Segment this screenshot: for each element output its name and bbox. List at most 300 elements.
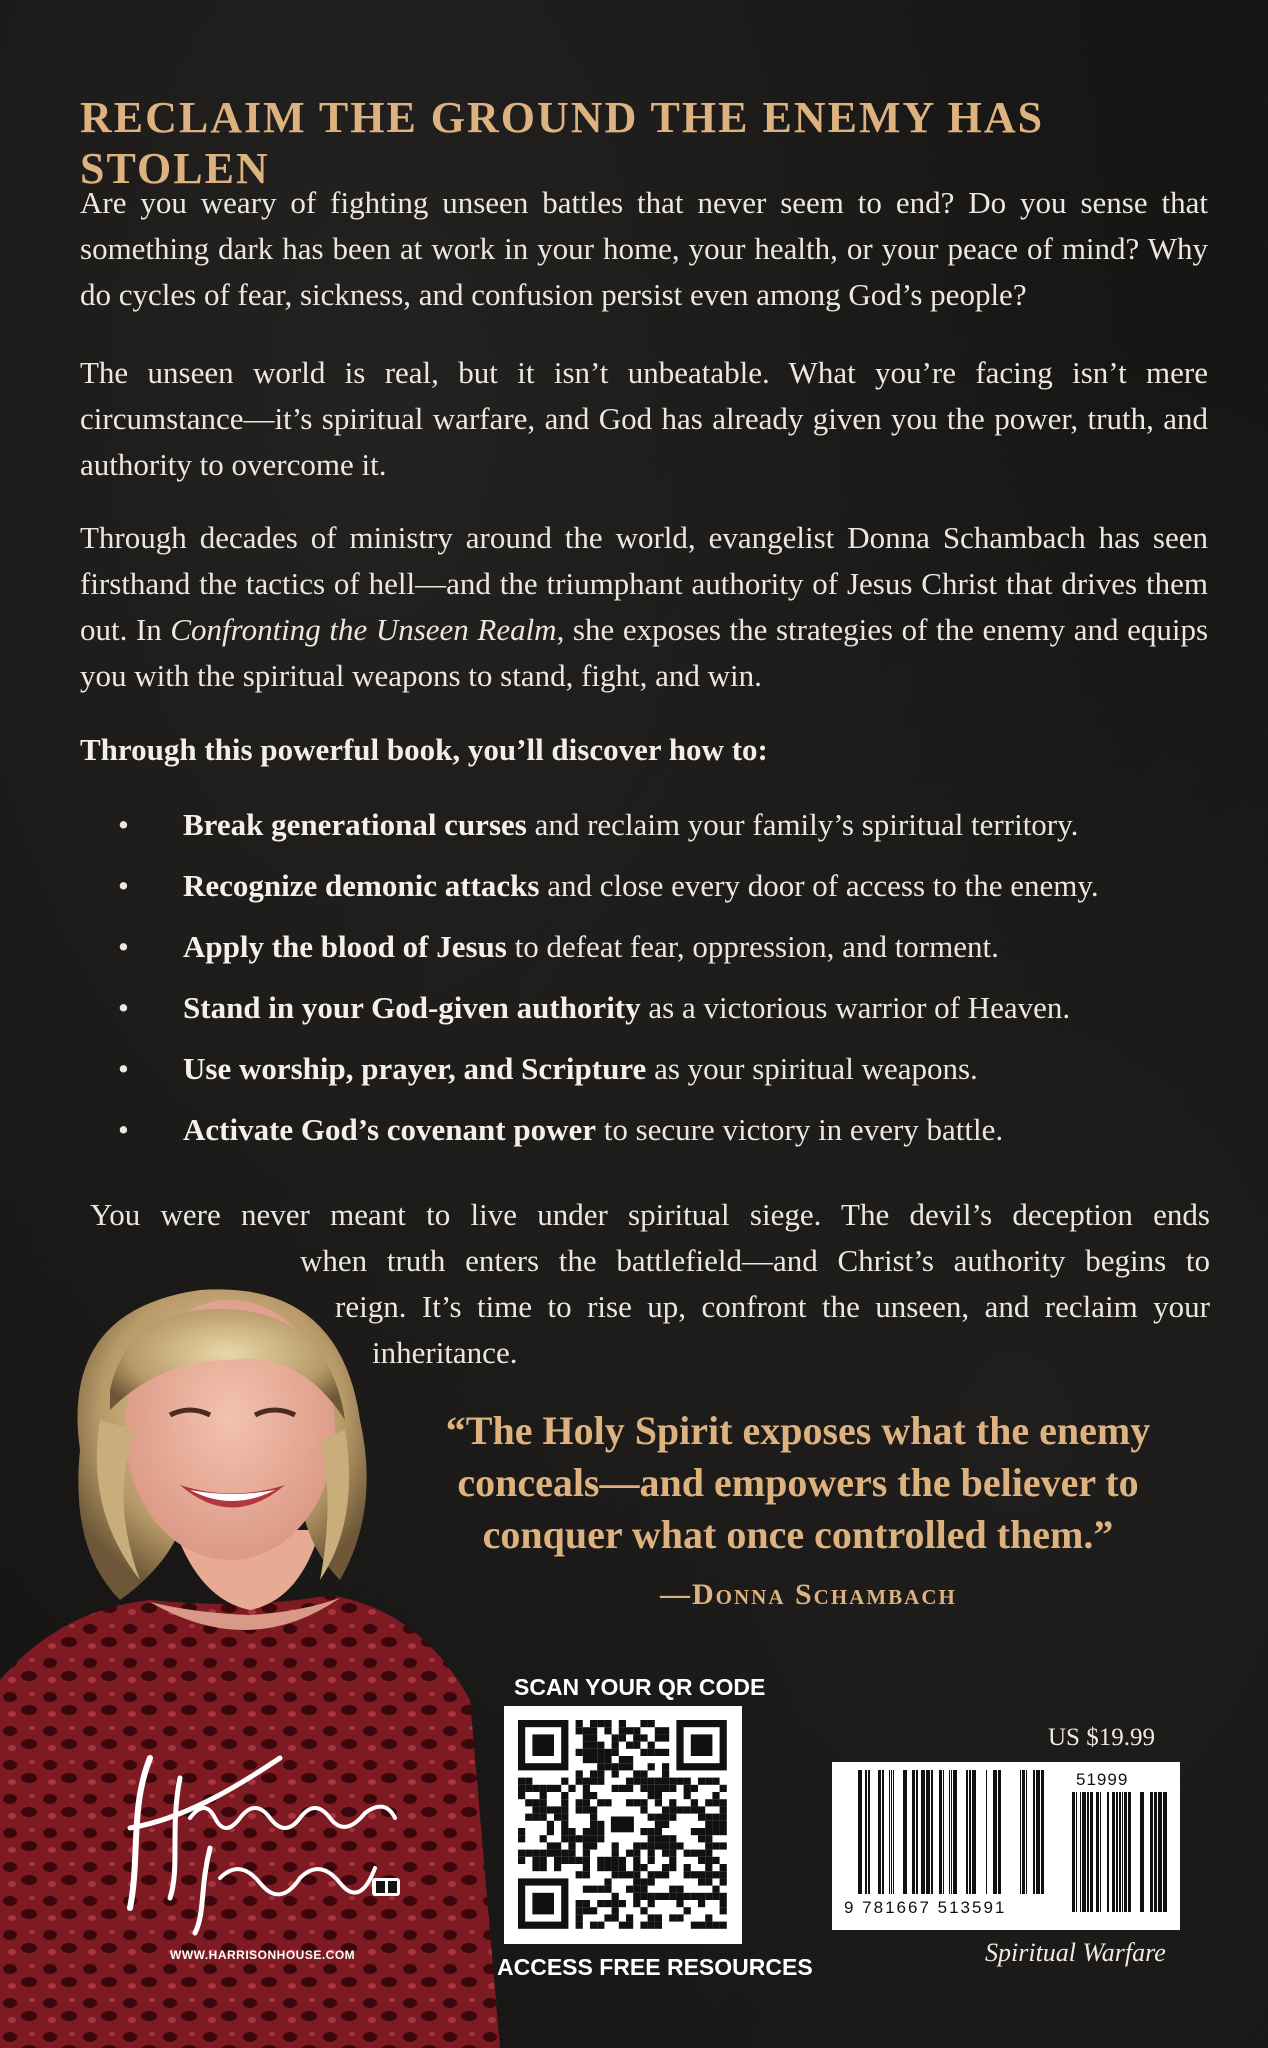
list-item-text: as your spiritual weapons. [646,1051,978,1086]
qr-module [619,1734,626,1741]
qr-module [619,1785,626,1792]
qr-module [597,1828,604,1835]
qr-module [612,1770,619,1777]
qr-module [640,1734,647,1741]
qr-module [583,1778,590,1785]
qr-module [691,1871,698,1878]
barcode-bar [1033,1770,1035,1894]
qr-module [604,1914,611,1921]
qr-module [662,1806,669,1813]
qr-module [583,1886,590,1893]
qr-module [698,1806,705,1813]
qr-module [720,1922,727,1929]
barcode-bar [1100,1792,1101,1912]
qr-module [669,1864,676,1871]
qr-module [532,1864,539,1871]
qr-module [655,1814,662,1821]
qr-module [684,1792,691,1799]
qr-module [547,1821,554,1828]
qr-module [698,1871,705,1878]
barcode-bar [1076,1792,1077,1912]
qr-module [720,1799,727,1806]
list-item-text: as a victorious warrior of Heaven. [640,990,1071,1025]
qr-module [547,1806,554,1813]
list-item-text: to defeat fear, oppression, and torment. [506,929,999,964]
qr-module [720,1878,727,1885]
qr-module [669,1835,676,1842]
barcode-bar [1041,1770,1044,1894]
qr-module [720,1814,727,1821]
qr-module [590,1886,597,1893]
qr-module [691,1785,698,1792]
qr-module [633,1842,640,1849]
qr-module [597,1799,604,1806]
qr-module [561,1778,568,1785]
qr-module [669,1814,676,1821]
bullet-dot: • [118,868,129,903]
qr-module [532,1785,539,1792]
barcode-bar [882,1770,884,1894]
qr-module [648,1835,655,1842]
qr-module [655,1871,662,1878]
qr-module [698,1814,705,1821]
qr-module [568,1857,575,1864]
qr-module [705,1893,712,1900]
qr-module [583,1900,590,1907]
qr-module [597,1922,604,1929]
qr-module [691,1828,698,1835]
qr-module [648,1857,655,1864]
list-item [118,863,1218,924]
barcode-bar [926,1770,930,1894]
qr-module [576,1799,583,1806]
qr-module [662,1864,669,1871]
qr-module [590,1828,597,1835]
list-item [118,1107,1218,1168]
qr-module [655,1922,662,1929]
qr-module [720,1828,727,1835]
publisher-url: WWW.HARRISONHOUSE.COM [170,1948,356,1962]
qr-module [633,1727,640,1734]
bullet-dot: • [118,1051,129,1086]
qr-module [720,1893,727,1900]
qr-module [648,1792,655,1799]
qr-module [712,1922,719,1929]
qr-module [612,1742,619,1749]
qr-module [640,1864,647,1871]
qr-module [597,1900,604,1907]
qr-module [604,1900,611,1907]
qr-module [561,1792,568,1799]
author-paragraph [80,515,1208,699]
barcode-bar [1158,1792,1162,1912]
qr-module [720,1785,727,1792]
qr-module [532,1799,539,1806]
qr-module [720,1871,727,1878]
qr-module [590,1922,597,1929]
qr-module [662,1814,669,1821]
qr-module [712,1799,719,1806]
qr-module [626,1922,633,1929]
qr-module [648,1922,655,1929]
qr-module [597,1778,604,1785]
qr-module [705,1857,712,1864]
qr-module [655,1893,662,1900]
qr-module [597,1821,604,1828]
barcode-bar [1080,1792,1081,1912]
qr-module [712,1893,719,1900]
qr-module [532,1814,539,1821]
barcode-bar [1022,1770,1025,1894]
qr-module [583,1734,590,1741]
qr-module [662,1893,669,1900]
qr-module [612,1857,619,1864]
harrison-house-logo [110,1718,430,1938]
qr-module [561,1835,568,1842]
qr-module [561,1799,568,1806]
qr-module [518,1835,525,1842]
qr-module [525,1785,532,1792]
qr-module [705,1799,712,1806]
qr-module [662,1785,669,1792]
qr-module [576,1900,583,1907]
qr-module [712,1857,719,1864]
qr-module [669,1850,676,1857]
qr-module [532,1857,539,1864]
qr-module [540,1835,547,1842]
qr-module [633,1886,640,1893]
qr-module [597,1864,604,1871]
qr-module [633,1799,640,1806]
list-item-bold: Break generational curses [183,807,527,842]
barcode-bar [951,1770,952,1894]
qr-module [684,1907,691,1914]
qr-module [662,1763,669,1770]
barcode-bar [858,1770,862,1894]
qr-module [669,1893,676,1900]
bullet-dot: • [118,807,129,842]
qr-module [712,1828,719,1835]
qr-module [698,1900,705,1907]
qr-module [590,1727,597,1734]
qr-module [684,1893,691,1900]
warfare-paragraph: The unseen world is real, but it isn’t unbeatable. What you’re facing isn’t mere circumstance—it’s spiritual warfare, and God has already given you the power, truth, and authority to overcome it. [80,355,1208,482]
qr-code-graphic [504,1706,742,1944]
benefit-list [118,802,1218,1168]
qr-module [597,1749,604,1756]
qr-module [655,1842,662,1849]
list-item-bold: Activate God’s covenant power [183,1112,596,1147]
qr-module [561,1821,568,1828]
bullet-lead: Through this powerful book, you’ll discover how to: [80,732,768,767]
author-quote: “The Holy Spirit exposes what the enemy conceals—and empowers the believer to conquer what once controlled them.” [445,1408,1151,1557]
qr-module [691,1806,698,1813]
qr-module [648,1878,655,1885]
qr-module [648,1871,655,1878]
qr-module [604,1720,611,1727]
list-item [118,985,1218,1046]
qr-module [604,1886,611,1893]
qr-module [648,1842,655,1849]
qr-module [612,1785,619,1792]
qr-module [662,1734,669,1741]
qr-module [662,1749,669,1756]
barcode-bar [966,1770,968,1894]
qr-module [590,1907,597,1914]
qr-module [705,1922,712,1929]
qr-module [561,1814,568,1821]
qr-module [655,1785,662,1792]
qr-module [612,1907,619,1914]
qr-module [590,1792,597,1799]
barcode-bar [893,1770,894,1894]
qr-module [712,1842,719,1849]
qr-module [676,1778,683,1785]
barcode-bar [868,1770,870,1894]
qr-module [576,1770,583,1777]
qr-module [612,1763,619,1770]
qr-module [518,1785,525,1792]
qr-code[interactable] [504,1706,742,1944]
qr-module [583,1792,590,1799]
qr-module [698,1778,705,1785]
qr-module [554,1857,561,1864]
qr-module [590,1742,597,1749]
qr-module [619,1720,626,1727]
qr-module [633,1778,640,1785]
barcode-bar [953,1770,957,1894]
qr-module [576,1907,583,1914]
qr-module [583,1727,590,1734]
qr-module [684,1864,691,1871]
qr-module [662,1850,669,1857]
qr-footer: ACCESS FREE RESOURCES [497,1954,813,1980]
qr-module [554,1785,561,1792]
qr-module [640,1907,647,1914]
qr-module [518,1792,525,1799]
qr-module [655,1828,662,1835]
qr-module [633,1857,640,1864]
qr-module [640,1922,647,1929]
qr-module [583,1907,590,1914]
list-item-text: and reclaim your family’s spiritual territory. [526,807,1079,842]
qr-module [619,1727,626,1734]
qr-module [532,1850,539,1857]
qr-module [612,1864,619,1871]
qr-module [662,1842,669,1849]
qr-module [684,1850,691,1857]
qr-finder-core [691,1734,713,1756]
qr-module [648,1850,655,1857]
qr-module [619,1871,626,1878]
qr-module [525,1799,532,1806]
qr-module [720,1806,727,1813]
qr-module [662,1778,669,1785]
qr-module [705,1914,712,1921]
qr-module [669,1886,676,1893]
qr-module [684,1871,691,1878]
qr-module [669,1806,676,1813]
qr-module [698,1893,705,1900]
qr-module [720,1864,727,1871]
author-paragraph-text-after: , she exposes the strategies of the enemy and equips you with the spiritual weapons to stand, fight, and win. [80,612,1209,693]
qr-module [655,1778,662,1785]
qr-module [568,1850,575,1857]
qr-module [612,1749,619,1756]
qr-module [597,1763,604,1770]
qr-module [525,1778,532,1785]
qr-module [648,1749,655,1756]
barcode-bar [1020,1770,1021,1894]
qr-module [712,1821,719,1828]
qr-module [633,1864,640,1871]
barcode-bar [916,1770,918,1894]
qr-module [590,1778,597,1785]
closing-line: when truth enters the battlefield—and Christ’s authority begins to [300,1243,1210,1278]
qr-module [698,1850,705,1857]
qr-module [640,1828,647,1835]
qr-module [540,1785,547,1792]
qr-module [648,1814,655,1821]
qr-module [648,1900,655,1907]
qr-module [612,1914,619,1921]
qr-module [640,1806,647,1813]
qr-module [518,1778,525,1785]
qr-module [597,1835,604,1842]
quote-attribution: —Donna Schambach [660,1578,957,1611]
barcode-bar [1154,1792,1157,1912]
qr-module [554,1814,561,1821]
qr-module [698,1835,705,1842]
qr-module [698,1857,705,1864]
barcode-bar [1112,1792,1115,1912]
closing-line: You were never meant to live under spiritual siege. The devil’s deception ends [90,1197,1210,1232]
qr-module [648,1828,655,1835]
author-paragraph-text-before: Through decades of ministry around the world, evangelist Donna Schambach has seen firsthand the tactics of hell—and the triumphant authority of Jesus Christ that drives them out. In [80,520,1208,647]
qr-module [554,1806,561,1813]
qr-module [655,1734,662,1741]
barcode-bar [1096,1792,1099,1912]
qr-module [640,1770,647,1777]
qr-module [597,1742,604,1749]
barcode-bar [993,1770,997,1894]
qr-module [698,1878,705,1885]
qr-module [604,1878,611,1885]
qr-module [612,1893,619,1900]
qr-center-logo [611,1816,634,1832]
qr-module [597,1857,604,1864]
qr-module [662,1770,669,1777]
qr-module [626,1727,633,1734]
qr-module [720,1842,727,1849]
qr-module [583,1785,590,1792]
barcode-addon-number: 51999 [1076,1770,1129,1789]
qr-module [576,1914,583,1921]
qr-module [691,1893,698,1900]
qr-module [518,1850,525,1857]
qr-module [597,1886,604,1893]
qr-module [604,1857,611,1864]
qr-module [597,1770,604,1777]
barcode-bar [1107,1792,1109,1912]
qr-finder-core [532,1893,554,1915]
qr-module [720,1900,727,1907]
qr-module [640,1878,647,1885]
qr-module [619,1922,626,1929]
qr-module [597,1720,604,1727]
qr-module [705,1778,712,1785]
qr-module [590,1770,597,1777]
barcode-bar [949,1770,950,1894]
qr-module [676,1886,683,1893]
barcode-bar [1128,1792,1131,1912]
qr-module [583,1799,590,1806]
qr-module [576,1778,583,1785]
bullet-dot: • [118,929,129,964]
barcode-bar [1090,1792,1093,1912]
qr-module [604,1864,611,1871]
qr-module [633,1893,640,1900]
qr-module [676,1806,683,1813]
qr-module [547,1785,554,1792]
barcode-bar [1119,1792,1121,1912]
barcode-bar [891,1770,892,1894]
qr-module [662,1727,669,1734]
headline: RECLAIM THE GROUND THE ENEMY HAS STOLEN [80,93,1045,193]
barcode-bar [1150,1792,1153,1912]
qr-module [669,1799,676,1806]
qr-module [583,1806,590,1813]
qr-module [684,1785,691,1792]
qr-module [640,1778,647,1785]
qr-module [590,1734,597,1741]
qr-module [583,1749,590,1756]
qr-module [705,1814,712,1821]
qr-module [619,1864,626,1871]
qr-module [626,1763,633,1770]
qr-module [583,1842,590,1849]
qr-module [525,1850,532,1857]
qr-module [540,1792,547,1799]
barcode-bar [986,1770,987,1894]
qr-module [648,1914,655,1921]
list-item-bold: Recognize demonic attacks [183,868,540,903]
qr-module [640,1886,647,1893]
qr-module [576,1727,583,1734]
qr-module [669,1914,676,1921]
qr-module [547,1850,554,1857]
qr-module [619,1900,626,1907]
qr-module [633,1900,640,1907]
qr-title: SCAN YOUR QR CODE [514,1674,766,1700]
qr-module [554,1864,561,1871]
qr-module [619,1857,626,1864]
qr-module [676,1900,683,1907]
closing-line: reign. It’s time to rise up, confront the unseen, and reclaim your [335,1289,1210,1324]
qr-module [640,1749,647,1756]
qr-module [619,1763,626,1770]
qr-module [540,1806,547,1813]
barcode-bar [889,1770,890,1894]
qr-module [684,1806,691,1813]
list-item-text: and close every door of access to the enemy. [539,868,1099,903]
closing-line: inheritance. [372,1335,518,1370]
qr-module [669,1857,676,1864]
qr-module [655,1821,662,1828]
qr-module [655,1792,662,1799]
bullet-dot: • [118,1112,129,1147]
qr-module [676,1914,683,1921]
